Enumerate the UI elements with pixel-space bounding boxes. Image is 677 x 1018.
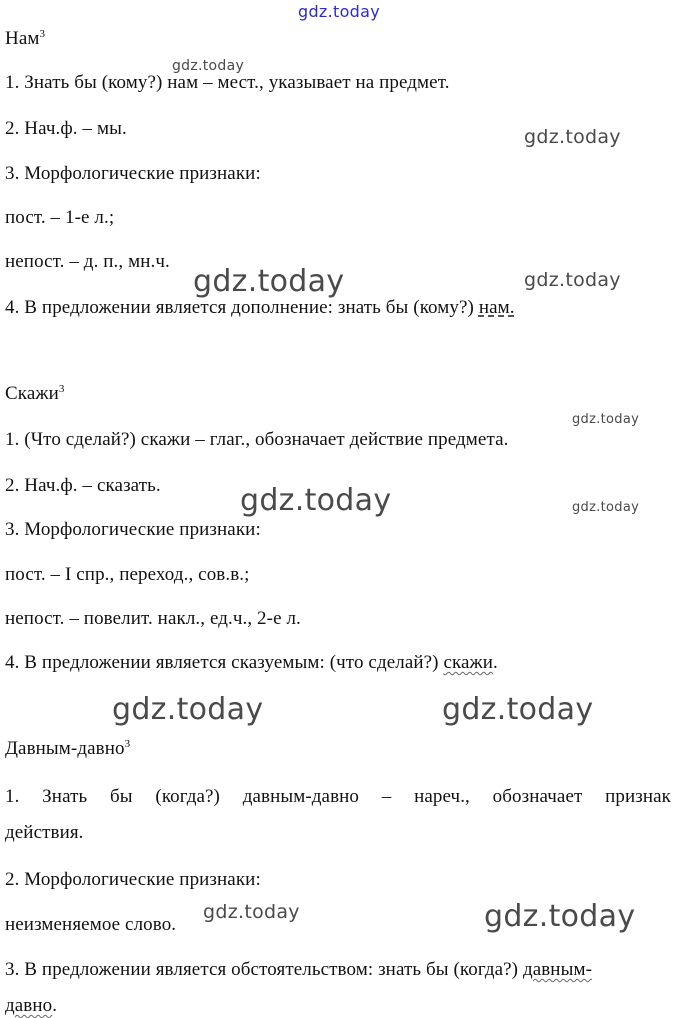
watermark: gdz.today — [572, 500, 640, 515]
section-heading-nam — [5, 28, 45, 50]
heading-superscript: 3 — [39, 28, 46, 40]
davno-line-3: неизменяемое слово. — [5, 914, 177, 935]
sentence-role-text: 4. В предложении является сказуемым: (что сделай?) — [5, 652, 444, 673]
nam-line-3: 3. Морфологические признаки: — [5, 163, 261, 184]
heading-word: Давным-давно — [5, 738, 125, 759]
watermark: gdz.today — [193, 264, 345, 299]
watermark: gdz.today — [298, 2, 380, 21]
nam-line-5: непост. – д. п., мн.ч. — [5, 251, 170, 272]
watermark: gdz.today — [524, 269, 621, 291]
heading-word: Скажи — [5, 383, 59, 404]
skazhi-line-2: 2. Нач.ф. – сказать. — [5, 475, 161, 496]
watermark: gdz.today — [172, 58, 245, 74]
watermark: gdz.today — [112, 692, 264, 727]
watermark: gdz.today — [484, 899, 636, 934]
nam-line-2: 2. Нач.ф. – мы. — [5, 118, 127, 139]
watermark: gdz.today — [240, 483, 392, 518]
heading-word: Нам — [5, 28, 40, 49]
watermark: gdz.today — [572, 412, 640, 427]
watermark: gdz.today — [524, 126, 621, 148]
davno-line-2: 2. Морфологические признаки: — [5, 869, 261, 890]
skazhi-line-3: 3. Морфологические признаки: — [5, 519, 261, 540]
nam-line-4: пост. – 1-е л.; — [5, 207, 115, 228]
heading-superscript: 3 — [124, 738, 131, 750]
skazhi-line-6 — [5, 652, 498, 674]
skazhi-line-5: непост. – повелит. накл., ед.ч., 2-е л. — [5, 608, 301, 629]
underlined-word: скажи — [443, 652, 494, 673]
section-heading-davno — [5, 738, 130, 760]
underlined-word: нам. — [478, 297, 515, 318]
davno-line-4 — [5, 959, 592, 981]
davno-line-4b — [5, 995, 57, 1017]
underlined-word: давно — [5, 995, 53, 1016]
sentence-role-text: 4. В предложении является дополнение: знать бы (кому?) — [5, 297, 479, 318]
sentence-end: . — [52, 995, 58, 1016]
skazhi-line-4: пост. – I спр., переход., сов.в.; — [5, 564, 250, 585]
heading-superscript: 3 — [58, 383, 65, 395]
watermark: gdz.today — [442, 692, 594, 727]
sentence-end: . — [493, 652, 498, 673]
section-heading-skazhi — [5, 383, 64, 405]
skazhi-line-1: 1. (Что сделай?) скажи – глаг., обозначает действие предмета. — [5, 429, 509, 450]
sentence-role-text: 3. В предложении является обстоятельством: знать бы (когда?) — [5, 959, 523, 980]
davno-line-1b: действия. — [5, 822, 84, 843]
watermark: gdz.today — [203, 901, 300, 923]
underlined-word: давным- — [522, 959, 592, 980]
nam-line-6 — [5, 297, 515, 319]
nam-line-1: 1. Знать бы (кому?) нам – мест., указывает на предмет. — [5, 72, 450, 93]
davno-line-1: 1. Знать бы (когда?) давным-давно – нареч., обозначает признак — [5, 786, 671, 807]
